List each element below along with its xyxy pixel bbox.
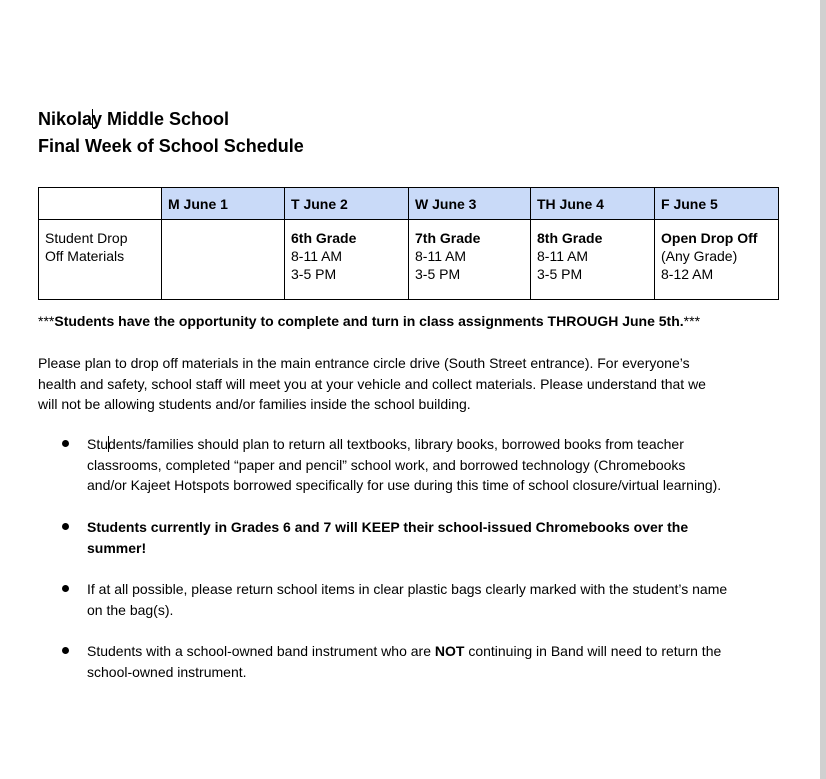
bullet-icon xyxy=(62,647,69,654)
list-item-line: classrooms, completed “paper and pencil” school work, and borrowed technology (Chromebooks xyxy=(87,456,686,473)
row-label-line: Student Drop xyxy=(45,230,128,246)
time-slot: 3-5 PM xyxy=(291,266,337,282)
time-slot: 8-11 AM xyxy=(291,248,343,264)
bullet-icon xyxy=(62,585,69,592)
assignment-notice[interactable] xyxy=(38,313,700,329)
list-item-line: and/or Kajeet Hotspots borrowed specifically for use during this time of school closure/virtual learning). xyxy=(87,477,722,493)
list-item[interactable] xyxy=(87,579,787,620)
bullet-icon xyxy=(62,440,69,447)
grade-label: Open Drop Off xyxy=(661,230,758,246)
paragraph-line: health and safety, school staff will meet you at your vehicle and collect materials. Please understand that we xyxy=(38,375,706,392)
friday-cell[interactable] xyxy=(655,220,779,300)
row-label-line: Off Materials xyxy=(45,248,125,264)
header-friday[interactable]: F June 5 xyxy=(655,188,779,220)
wednesday-cell[interactable] xyxy=(409,220,531,300)
grade-label: 8th Grade xyxy=(537,230,603,246)
list-item-line: summer! xyxy=(87,539,147,556)
notice-text: Students have the opportunity to complete and turn in class assignments THROUGH June 5th. xyxy=(54,313,684,329)
header-tuesday[interactable]: T June 2 xyxy=(285,188,409,220)
list-item[interactable] xyxy=(87,434,787,496)
header-monday[interactable]: M June 1 xyxy=(162,188,285,220)
table-row xyxy=(39,220,779,300)
time-slot: 3-5 PM xyxy=(537,266,583,282)
paragraph-line: will not be allowing students and/or families inside the school building. xyxy=(38,396,471,412)
header-wednesday[interactable]: W June 3 xyxy=(409,188,531,220)
grade-label: 7th Grade xyxy=(415,230,481,246)
header-blank-cell[interactable] xyxy=(39,188,162,220)
list-item-line: Students currently in Grades 6 and 7 will KEEP their school-issued Chromebooks over the xyxy=(87,519,689,535)
list-item-line: If at all possible, please return school items in clear plastic bags clearly marked with the student’s name xyxy=(87,581,728,597)
list-item[interactable] xyxy=(87,641,787,682)
monday-cell[interactable] xyxy=(162,220,285,300)
thursday-cell[interactable] xyxy=(531,220,655,300)
tuesday-cell[interactable] xyxy=(285,220,409,300)
time-slot: 8-12 AM xyxy=(661,266,714,282)
page-edge xyxy=(820,0,826,779)
schedule-header-row xyxy=(39,188,779,220)
list-item-line: school-owned instrument. xyxy=(87,663,247,680)
header-thursday[interactable]: TH June 4 xyxy=(531,188,655,220)
bullet-icon xyxy=(62,523,69,530)
list-item-line: Students/families should plan to return all textbooks, library books, borrowed books from teacher xyxy=(87,436,684,452)
notice-suffix: *** xyxy=(683,313,701,329)
school-name[interactable]: Nikolay Middle School xyxy=(38,109,230,129)
notice-prefix: *** xyxy=(38,313,55,329)
list-item[interactable] xyxy=(87,517,787,558)
schedule-table[interactable] xyxy=(38,187,779,300)
time-slot: 8-11 AM xyxy=(415,248,467,264)
list-item-line: Students with a school-owned band instrument who are NOT continuing in Band will need to return the xyxy=(87,643,722,659)
time-slot: 3-5 PM xyxy=(415,266,461,282)
list-item-line: on the bag(s). xyxy=(87,601,174,618)
grade-label: 6th Grade xyxy=(291,230,357,246)
time-slot: 8-11 AM xyxy=(537,248,589,264)
row-label-cell[interactable] xyxy=(39,220,162,300)
paragraph-line: Please plan to drop off materials in the main entrance circle drive (South Street entrance). For everyone’s xyxy=(38,355,690,371)
grade-note: (Any Grade) xyxy=(661,248,738,264)
schedule-title[interactable]: Final Week of School Schedule xyxy=(38,136,304,156)
document-title[interactable] xyxy=(38,106,304,160)
dropoff-paragraph[interactable] xyxy=(38,353,783,415)
